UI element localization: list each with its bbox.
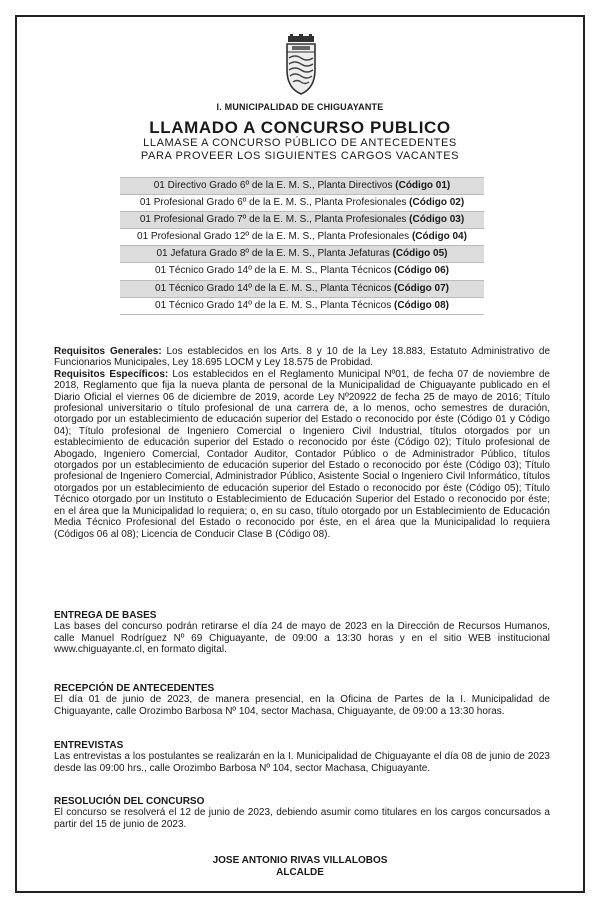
position-row: 01 Directivo Grado 6º de la E. M. S., Planta Directivos (Código 01): [120, 178, 484, 195]
section-heading: RESOLUCIÓN DEL CONCURSO: [54, 796, 205, 807]
requirements-block: [54, 346, 550, 540]
position-row: 01 Técnico Grado 14º de la E. M. S., Planta Técnicos (Código 07): [120, 281, 484, 298]
general-requirements: Requisitos Generales: Los establecidos en los Arts. 8 y 10 de la Ley 18.883, Estatuto Administrativo de Funcionarios Municipales, Ley 18.695 LOCM y Ley 18.575 de Probidad.: [54, 346, 551, 369]
section-heading: ENTREVISTAS: [54, 740, 124, 751]
section-text: Las bases del concurso podrán retirarse el día 24 de mayo de 2023 en la Dirección de Recursos Humanos, calle Manuel Rodríguez Nº 69 Chiguayante, de 09:00 a 13:30 horas y en el sitio WEB institucional www.chiguayante.cl, en formato digital.: [54, 621, 550, 656]
municipality-name: I. MUNICIPALIDAD DE CHIGUAYANTE: [216, 102, 384, 112]
section-bases: [54, 610, 550, 656]
position-row: 01 Profesional Grado 12º de la E. M. S., Planta Profesionales (Código 04): [120, 229, 484, 246]
specific-requirements: Requisitos Específicos: Los establecidos en el Reglamento Municipal Nº01, de fecha 07 de noviembre de 2018, Reglamento que fija la nueva planta de personal de la Municipalidad de Chiguayante publicado en el Diario Oficial el viernes 06 de diciembre de 2019, acorde Ley Nº20922 de fecha 25 de mayo de 2016; Título profesional universitario o título profesional de una carrera de, a lo menos, ocho semestres de duración, otorgado por un establecimiento de educación superior del Estado o reconocido por éste (Código 01 y Código 04); Título profesional de Ingeniero Comercial o Ingeniero Civil Industrial, títulos otorgados por un establecimiento de educación superior del Estado o reconocido por éste (Código 02); Título profesional de Abogado, Ingeniero Comercial, Contador Auditor, Contador Público o de Administrador Público, títulos otorgados por un establecimiento de educación superior del Estado o reconocido por éste (Código 03); Título profesional de Ingeniero Comercial, Administrador Público, Asistente Social o Ingeniero Civil Informático, títulos otorgados por un establecimiento de educación superior del Estado o reconocido por éste (Código 05); Título Técnico otorgado por un Instituto o Establecimiento de Educación Superior del Estado o reconocido por éste; en el área que la Municipalidad lo requiera; o, en su caso, título otorgado por un Establecimiento de Educación Media Técnico Profesional del Estado o reconocido por éste, en el área que la Municipalidad lo requiera (Códigos 06 al 08); Licencia de Conducir Clase B (Código 08).: [54, 368, 550, 540]
notice-subtitle-1: LLAMASE A CONCURSO PÚBLICO DE ANTECEDENTES: [143, 137, 457, 149]
section-interviews: [54, 740, 550, 774]
section-text: El día 01 de junio de 2023, de manera presencial, en la Oficina de Partes de la I. Municipalidad de Chiguayante, calle Orozimbo Barbosa Nº 104, sector Machasa, Chiguayante, de 09:00 a 13:30 horas.: [54, 694, 550, 717]
signatory-name: JOSE ANTONIO RIVAS VILLALOBOS: [212, 855, 388, 866]
section-reception: [54, 683, 550, 717]
notice-title: LLAMADO A CONCURSO PUBLICO: [149, 118, 451, 137]
section-text: Las entrevistas a los postulantes se realizarán en la I. Municipalidad de Chiguayante el día 08 de junio de 2023 desde las 09:00 hrs., calle Orozimbo Barbosa Nº 104, sector Machasa, Chiguayante.: [54, 751, 550, 774]
position-row: 01 Profesional Grado 7º de la E. M. S., Planta Profesionales (Código 03): [120, 212, 484, 229]
notice-subtitle-2: PARA PROVEER LOS SIGUIENTES CARGOS VACANTES: [140, 150, 460, 162]
coat-of-arms-icon: [284, 34, 318, 96]
position-row: 01 Técnico Grado 14º de la E. M. S., Planta Técnicos (Código 06): [120, 263, 484, 280]
signatory-role: ALCALDE: [276, 867, 324, 878]
section-heading: RECEPCIÓN DE ANTECEDENTES: [54, 683, 215, 694]
positions-table: [120, 177, 484, 315]
position-row: 01 Profesional Grado 6º de la E. M. S., Planta Profesionales (Código 02): [120, 195, 484, 212]
position-row: 01 Técnico Grado 14º de la E. M. S., Planta Técnicos (Código 08): [120, 298, 484, 315]
section-text: El concurso se resolverá el 12 de junio de 2023, debiendo asumir como titulares en los cargos concursados a partir del 15 de junio de 2023.: [54, 807, 550, 830]
position-row: 01 Jefatura Grado 8º de la E. M. S., Planta Jefaturas (Código 05): [120, 246, 484, 263]
section-resolution: [54, 796, 550, 830]
section-heading: ENTREGA DE BASES: [54, 610, 157, 621]
